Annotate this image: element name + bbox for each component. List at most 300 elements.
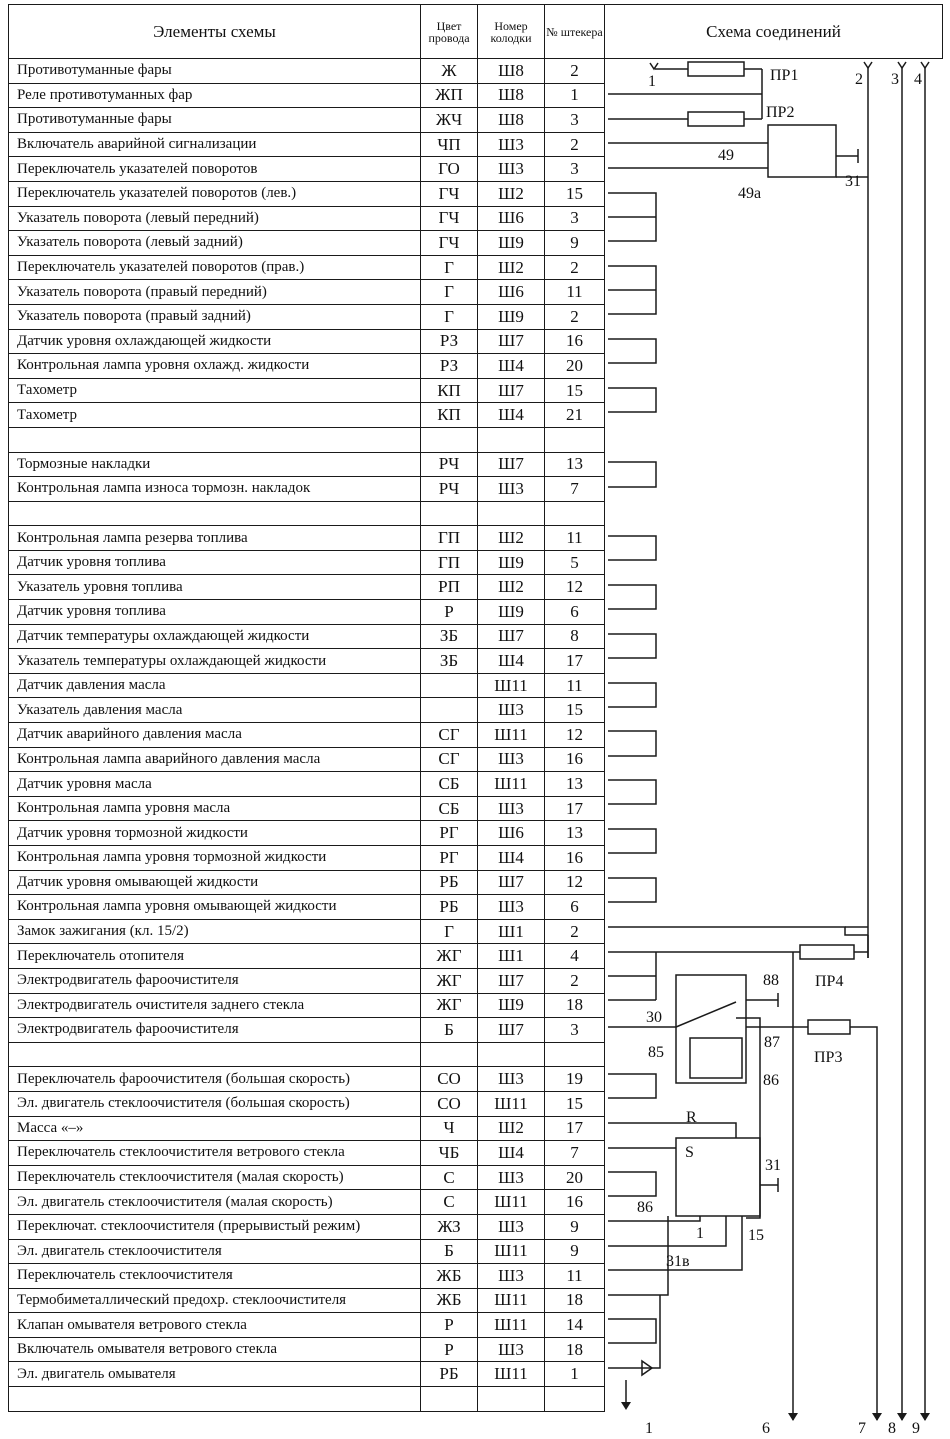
diagram-cell xyxy=(605,698,943,723)
element-name: Переключатель стеклоочистителя (малая скорость) xyxy=(9,1165,421,1190)
wire-color xyxy=(421,698,478,723)
connector-number: Ш7 xyxy=(478,452,545,477)
element-name xyxy=(9,1387,421,1412)
connector-number: Ш8 xyxy=(478,83,545,108)
wire-color: РЗ xyxy=(421,329,478,354)
diagram-cell xyxy=(605,1116,943,1141)
element-name: Указатель температуры охлаждающей жидкости xyxy=(9,649,421,674)
diagram-cell xyxy=(605,1018,943,1043)
table-row xyxy=(9,132,943,157)
diagram-cell xyxy=(605,944,943,969)
pin-number: 1 xyxy=(545,1362,605,1387)
element-name: Датчик уровня топлива xyxy=(9,600,421,625)
connector-number: Ш8 xyxy=(478,59,545,84)
header-diagram: Схема соединений xyxy=(605,5,943,59)
element-name: Указатель поворота (правый задний) xyxy=(9,304,421,329)
element-name: Тахометр xyxy=(9,403,421,428)
connector-number: Ш3 xyxy=(478,895,545,920)
table-row xyxy=(9,1362,943,1387)
table-row xyxy=(9,1214,943,1239)
table-row xyxy=(9,329,943,354)
table-row xyxy=(9,772,943,797)
wire-color: ГЧ xyxy=(421,206,478,231)
element-name: Указатель поворота (левый передний) xyxy=(9,206,421,231)
pin-number: 12 xyxy=(545,870,605,895)
pin-number: 9 xyxy=(545,231,605,256)
connector-number: Ш3 xyxy=(478,132,545,157)
pin-number: 15 xyxy=(545,698,605,723)
relay-88-label: 88 xyxy=(763,972,779,989)
connector-number: Ш4 xyxy=(478,649,545,674)
connector-number: Ш11 xyxy=(478,1190,545,1215)
relay-in-label: 49 xyxy=(718,147,734,164)
wire-color: СО xyxy=(421,1067,478,1092)
header-connector: Номер колодки xyxy=(478,5,545,59)
table-row xyxy=(9,378,943,403)
diagram-cell xyxy=(605,427,943,452)
wire-color: С xyxy=(421,1165,478,1190)
table-row xyxy=(9,59,943,84)
diagram-cell xyxy=(605,526,943,551)
diagram-cell xyxy=(605,1091,943,1116)
table-row xyxy=(9,747,943,772)
bus-label-3: 3 xyxy=(891,71,899,88)
table-row xyxy=(9,1141,943,1166)
element-name: Термобиметаллический предохр. стеклоочистителя xyxy=(9,1288,421,1313)
pin-number xyxy=(545,427,605,452)
element-name: Контрольная лампа уровня омывающей жидкости xyxy=(9,895,421,920)
pin-number: 5 xyxy=(545,550,605,575)
table-row xyxy=(9,1337,943,1362)
pin-number: 3 xyxy=(545,206,605,231)
pin-number: 2 xyxy=(545,132,605,157)
pin-number: 8 xyxy=(545,624,605,649)
wire-color: ЧБ xyxy=(421,1141,478,1166)
table-row xyxy=(9,108,943,133)
pin-number: 18 xyxy=(545,993,605,1018)
wire-color: Г xyxy=(421,280,478,305)
element-name: Переключатель стеклоочистителя ветрового стекла xyxy=(9,1141,421,1166)
table-row xyxy=(9,1018,943,1043)
table-row xyxy=(9,698,943,723)
connector-number: Ш3 xyxy=(478,747,545,772)
table-row xyxy=(9,600,943,625)
header-elements: Элементы схемы xyxy=(9,5,421,59)
element-name: Контрольная лампа резерва топлива xyxy=(9,526,421,551)
diagram-cell xyxy=(605,747,943,772)
connector-number: Ш3 xyxy=(478,1067,545,1092)
diagram-cell xyxy=(605,1141,943,1166)
table-row xyxy=(9,280,943,305)
pin-number: 2 xyxy=(545,919,605,944)
connector-number: Ш4 xyxy=(478,354,545,379)
connector-number: Ш11 xyxy=(478,1091,545,1116)
wire-color: СГ xyxy=(421,723,478,748)
wire-color: Б xyxy=(421,1018,478,1043)
pin-number: 2 xyxy=(545,304,605,329)
connector-number: Ш7 xyxy=(478,968,545,993)
relay-out-label: 49а xyxy=(738,185,762,202)
fuse-pr2-label: ПР2 xyxy=(766,104,795,121)
wire-color: С xyxy=(421,1190,478,1215)
wire-color: ЖЗ xyxy=(421,1214,478,1239)
table-row xyxy=(9,403,943,428)
table-row xyxy=(9,649,943,674)
diagram-cell xyxy=(605,59,943,84)
table-row xyxy=(9,1116,943,1141)
element-name: Переключатель стеклоочистителя xyxy=(9,1264,421,1289)
wire-color: ЖБ xyxy=(421,1264,478,1289)
output-label-6: 6 xyxy=(762,1420,770,1437)
wire-color: ГП xyxy=(421,550,478,575)
wire-color: СГ xyxy=(421,747,478,772)
output-label-9: 9 xyxy=(912,1420,920,1437)
diagram-cell xyxy=(605,1387,943,1412)
wiper-86-label: 86 xyxy=(637,1199,653,1216)
wire-color: РБ xyxy=(421,1362,478,1387)
connector-number: Ш11 xyxy=(478,1313,545,1338)
table-row xyxy=(9,181,943,206)
pin-number: 15 xyxy=(545,1091,605,1116)
table-row xyxy=(9,206,943,231)
pin-number: 4 xyxy=(545,944,605,969)
connector-number: Ш11 xyxy=(478,723,545,748)
pin-number: 7 xyxy=(545,1141,605,1166)
wire-color: РЧ xyxy=(421,477,478,502)
bus-label-4: 4 xyxy=(914,71,922,88)
element-name: Датчик аварийного давления масла xyxy=(9,723,421,748)
table-row xyxy=(9,673,943,698)
wire-color: ЖГ xyxy=(421,968,478,993)
pin-number: 13 xyxy=(545,772,605,797)
output-arrow-7 xyxy=(872,1413,882,1421)
wire-color: ЖП xyxy=(421,83,478,108)
pin-number xyxy=(545,1042,605,1067)
diagram-cell xyxy=(605,206,943,231)
element-name xyxy=(9,427,421,452)
relay-87-label: 87 xyxy=(764,1034,780,1051)
connector-number: Ш3 xyxy=(478,1264,545,1289)
pin-number: 21 xyxy=(545,403,605,428)
wire-color: РГ xyxy=(421,821,478,846)
table-row xyxy=(9,83,943,108)
element-name: Противотуманные фары xyxy=(9,59,421,84)
wire-color: ЖЧ xyxy=(421,108,478,133)
connector-number: Ш1 xyxy=(478,944,545,969)
table-row xyxy=(9,993,943,1018)
diagram-cell xyxy=(605,132,943,157)
element-name: Электродвигатель фароочистителя xyxy=(9,968,421,993)
wire-color xyxy=(421,1042,478,1067)
pin-number: 12 xyxy=(545,723,605,748)
element-name: Переключат. стеклоочистителя (прерывистый режим) xyxy=(9,1214,421,1239)
diagram-cell xyxy=(605,501,943,526)
element-name: Электродвигатель фароочистителя xyxy=(9,1018,421,1043)
pin-number: 20 xyxy=(545,1165,605,1190)
wire-color: Р xyxy=(421,1337,478,1362)
wire-color: КП xyxy=(421,403,478,428)
connector-number: Ш11 xyxy=(478,1288,545,1313)
connector-number: Ш7 xyxy=(478,1018,545,1043)
connector-number: Ш4 xyxy=(478,846,545,871)
wiper-31-label: 31 xyxy=(765,1157,781,1174)
diagram-cell xyxy=(605,108,943,133)
element-name: Датчик уровня тормозной жидкости xyxy=(9,821,421,846)
wire-color: Г xyxy=(421,255,478,280)
connector-number: Ш11 xyxy=(478,673,545,698)
diagram-cell xyxy=(605,403,943,428)
element-name: Эл. двигатель стеклоочистителя (большая скорость) xyxy=(9,1091,421,1116)
connector-number: Ш2 xyxy=(478,575,545,600)
diagram-cell xyxy=(605,329,943,354)
element-name: Контрольная лампа износа тормозн. накладок xyxy=(9,477,421,502)
wire-color: ЖГ xyxy=(421,993,478,1018)
pin-number: 13 xyxy=(545,452,605,477)
table-row xyxy=(9,575,943,600)
diagram-cell xyxy=(605,772,943,797)
wire-color: Ж xyxy=(421,59,478,84)
element-name: Эл. двигатель стеклоочистителя xyxy=(9,1239,421,1264)
element-name: Указатель поворота (левый задний) xyxy=(9,231,421,256)
connector-number: Ш11 xyxy=(478,772,545,797)
table-row xyxy=(9,526,943,551)
connector-number: Ш9 xyxy=(478,304,545,329)
table-row xyxy=(9,624,943,649)
pin-number: 9 xyxy=(545,1214,605,1239)
table-row xyxy=(9,354,943,379)
wire-color: КП xyxy=(421,378,478,403)
diagram-cell xyxy=(605,1239,943,1264)
table-row xyxy=(9,452,943,477)
pin-number: 20 xyxy=(545,354,605,379)
pin-number: 15 xyxy=(545,181,605,206)
diagram-cell xyxy=(605,796,943,821)
diagram-cell xyxy=(605,993,943,1018)
wire-color: РБ xyxy=(421,895,478,920)
element-name: Контрольная лампа уровня охлажд. жидкости xyxy=(9,354,421,379)
table-row xyxy=(9,1067,943,1092)
pin-number: 11 xyxy=(545,526,605,551)
diagram-cell xyxy=(605,1165,943,1190)
pin-number: 12 xyxy=(545,575,605,600)
connector-number: Ш3 xyxy=(478,157,545,182)
element-name: Указатель уровня топлива xyxy=(9,575,421,600)
element-name: Переключатель отопителя xyxy=(9,944,421,969)
wire-color: СБ xyxy=(421,772,478,797)
connector-number: Ш11 xyxy=(478,1239,545,1264)
connector-number: Ш3 xyxy=(478,1214,545,1239)
wire-color: ГП xyxy=(421,526,478,551)
fuse-pr3-label: ПР3 xyxy=(814,1049,843,1066)
wire-color: ГЧ xyxy=(421,181,478,206)
diagram-cell xyxy=(605,354,943,379)
relay-gnd-label: 31 xyxy=(845,173,861,190)
connector-number xyxy=(478,501,545,526)
table-row xyxy=(9,1165,943,1190)
element-name: Тормозные накладки xyxy=(9,452,421,477)
diagram-cell xyxy=(605,968,943,993)
pin-number: 6 xyxy=(545,895,605,920)
connector-number: Ш3 xyxy=(478,698,545,723)
diagram-cell xyxy=(605,673,943,698)
table-row xyxy=(9,477,943,502)
diagram-cell xyxy=(605,452,943,477)
pin-number: 2 xyxy=(545,59,605,84)
connector-number xyxy=(478,427,545,452)
element-name: Тахометр xyxy=(9,378,421,403)
pin-number: 9 xyxy=(545,1239,605,1264)
table-row xyxy=(9,968,943,993)
connector-number: Ш9 xyxy=(478,600,545,625)
wire-color: ЖГ xyxy=(421,944,478,969)
element-name: Контрольная лампа уровня тормозной жидкости xyxy=(9,846,421,871)
element-name xyxy=(9,501,421,526)
relay-86-label: 86 xyxy=(763,1072,779,1089)
pin-number: 3 xyxy=(545,108,605,133)
relay-85-label: 85 xyxy=(648,1044,664,1061)
element-name: Замок зажигания (кл. 15/2) xyxy=(9,919,421,944)
diagram-cell xyxy=(605,181,943,206)
element-name: Датчик уровня топлива xyxy=(9,550,421,575)
connector-number: Ш6 xyxy=(478,206,545,231)
diagram-cell xyxy=(605,1362,943,1387)
output-label-8: 8 xyxy=(888,1420,896,1437)
table-row xyxy=(9,821,943,846)
diagram-cell xyxy=(605,870,943,895)
wire-color: Г xyxy=(421,304,478,329)
wire-color xyxy=(421,673,478,698)
wire-color: РГ xyxy=(421,846,478,871)
connector-number: Ш2 xyxy=(478,1116,545,1141)
connector-number xyxy=(478,1387,545,1412)
pin-number: 15 xyxy=(545,378,605,403)
table-row xyxy=(9,501,943,526)
pin-number: 3 xyxy=(545,157,605,182)
element-name: Переключатель фароочистителя (большая скорость) xyxy=(9,1067,421,1092)
wire-color: РБ xyxy=(421,870,478,895)
connector-number: Ш9 xyxy=(478,993,545,1018)
connector-number: Ш7 xyxy=(478,624,545,649)
wire-color xyxy=(421,1387,478,1412)
wiper-1-label: 1 xyxy=(696,1225,704,1242)
diagram-cell xyxy=(605,255,943,280)
diagram-cell xyxy=(605,1067,943,1092)
diagram-cell xyxy=(605,477,943,502)
connector-number: Ш7 xyxy=(478,378,545,403)
output-arrow-9 xyxy=(920,1413,930,1421)
wire-color: Г xyxy=(421,919,478,944)
output-arrow-6 xyxy=(788,1413,798,1421)
table-row xyxy=(9,427,943,452)
diagram-cell xyxy=(605,649,943,674)
wire-color: СО xyxy=(421,1091,478,1116)
fuse-pr1-label: ПР1 xyxy=(770,67,799,84)
wire-color: ЧП xyxy=(421,132,478,157)
table-row xyxy=(9,895,943,920)
pin-number: 11 xyxy=(545,280,605,305)
pin-number: 11 xyxy=(545,673,605,698)
table-row xyxy=(9,944,943,969)
wire-color: РЗ xyxy=(421,354,478,379)
element-name: Переключатель указателей поворотов (прав.) xyxy=(9,255,421,280)
table-row xyxy=(9,255,943,280)
table-row xyxy=(9,1190,943,1215)
element-name: Противотуманные фары xyxy=(9,108,421,133)
table-row xyxy=(9,796,943,821)
connector-number: Ш6 xyxy=(478,280,545,305)
table-row xyxy=(9,1313,943,1338)
diagram-cell xyxy=(605,304,943,329)
table-row xyxy=(9,304,943,329)
wire-color: РЧ xyxy=(421,452,478,477)
wiper-31v-label: 31в xyxy=(666,1253,690,1270)
element-name: Контрольная лампа уровня масла xyxy=(9,796,421,821)
connector-number: Ш3 xyxy=(478,1337,545,1362)
pin-number: 17 xyxy=(545,1116,605,1141)
wiper-15-label: 15 xyxy=(748,1227,764,1244)
pin-number: 1 xyxy=(545,83,605,108)
wire-color: ЖБ xyxy=(421,1288,478,1313)
table-header xyxy=(9,5,943,59)
diagram-cell xyxy=(605,1313,943,1338)
diagram-cell xyxy=(605,1190,943,1215)
element-name: Датчик уровня охлаждающей жидкости xyxy=(9,329,421,354)
wire-color: РП xyxy=(421,575,478,600)
table-row xyxy=(9,1264,943,1289)
table-row xyxy=(9,1288,943,1313)
connector-number: Ш3 xyxy=(478,1165,545,1190)
pin-number: 11 xyxy=(545,1264,605,1289)
connector-number: Ш9 xyxy=(478,550,545,575)
diagram-cell xyxy=(605,821,943,846)
element-name: Клапан омывателя ветрового стекла xyxy=(9,1313,421,1338)
connector-number: Ш4 xyxy=(478,403,545,428)
element-name: Включатель аварийной сигнализации xyxy=(9,132,421,157)
diagram-cell xyxy=(605,231,943,256)
wire-color xyxy=(421,427,478,452)
element-name: Контрольная лампа аварийного давления масла xyxy=(9,747,421,772)
diagram-cell xyxy=(605,280,943,305)
connector-number: Ш2 xyxy=(478,181,545,206)
table-row xyxy=(9,723,943,748)
element-name: Эл. двигатель стеклоочистителя (малая скорость) xyxy=(9,1190,421,1215)
diagram-cell xyxy=(605,575,943,600)
bus-label-2: 2 xyxy=(855,71,863,88)
connector-number: Ш3 xyxy=(478,796,545,821)
pin-number: 19 xyxy=(545,1067,605,1092)
diagram-cell xyxy=(605,83,943,108)
pin-number xyxy=(545,1387,605,1412)
wire-color: ГО xyxy=(421,157,478,182)
output-arrow-8 xyxy=(897,1413,907,1421)
element-name: Датчик уровня омывающей жидкости xyxy=(9,870,421,895)
wiring-table xyxy=(8,4,943,1412)
pin-number: 17 xyxy=(545,649,605,674)
header-pin: № штекера xyxy=(545,5,605,59)
input-label-1: 1 xyxy=(648,73,656,90)
pin-number: 2 xyxy=(545,968,605,993)
table-row xyxy=(9,846,943,871)
connector-number: Ш3 xyxy=(478,477,545,502)
table-row xyxy=(9,870,943,895)
wire-color: Р xyxy=(421,1313,478,1338)
wiper-s-label: S xyxy=(685,1144,694,1161)
connector-number xyxy=(478,1042,545,1067)
relay-30-label: 30 xyxy=(646,1009,662,1026)
wire-color: СБ xyxy=(421,796,478,821)
diagram-cell xyxy=(605,600,943,625)
wire-color: ГЧ xyxy=(421,231,478,256)
